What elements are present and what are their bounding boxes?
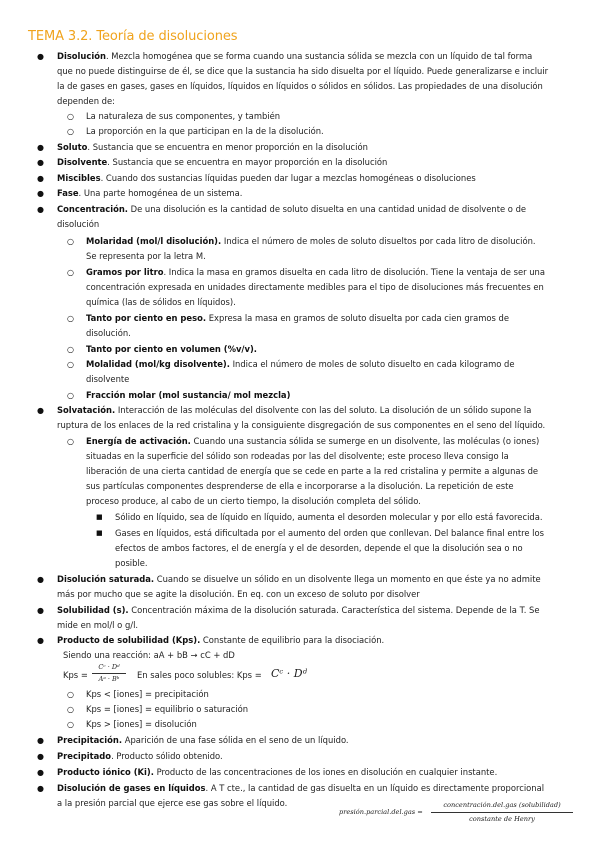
fraction-bar bbox=[431, 812, 573, 813]
text-line: efectos de ambos factores, el de energía y el de desorden, depende el que la disolución sea o no bbox=[115, 543, 523, 553]
paragraph-fase: Fase. Una parte homogénea de un sistema. bbox=[57, 188, 243, 198]
text-line: sus partículas componentes desprenderse de ella e incorporarse a la disolución. La repetición de este bbox=[86, 481, 514, 491]
text-line: que no puede distinguirse de él, se dice que la sustancia ha sido disuelta por el líquido. Puede generalizarse e incluir bbox=[57, 66, 549, 76]
paragraph-kps: Producto de solubilidad (Kps). Constante de equilibrio para la disociación. bbox=[57, 635, 385, 645]
text-line: dependen de: bbox=[57, 96, 115, 106]
bullet-gases: ● bbox=[37, 784, 44, 793]
paragraph-saturada: Disolución saturada. Cuando se disuelve un sólido en un disolvente llega un momento en que éste ya no admite bbox=[57, 574, 541, 584]
text-line: la de gases en gases, gases en líquidos, líquidos en líquidos o sólidos en sólidos. Las propiedades de una disolución bbox=[57, 81, 543, 91]
text-line: concentración expresada en unidades directamente medibles para el tipo de disoluciones más frecuentes en bbox=[86, 282, 544, 292]
item-tanto-peso: Tanto por ciento en peso. Expresa la masa en gramos de soluto disuelta por cada cien gramos de bbox=[86, 313, 510, 323]
text-line: situadas en la superficie del sólido son rodeadas por las del disolvente; este proceso lleva consigo la bbox=[86, 451, 509, 461]
sub-bullet: ○ bbox=[67, 268, 74, 277]
paragraph-solubilidad: Solubilidad (s). Concentración máxima de la disolución saturada. Característica del sistema. Depende de la T. Se bbox=[57, 605, 540, 615]
bullet-solubilidad: ● bbox=[37, 606, 44, 615]
term-disolucion: Disolución bbox=[57, 51, 106, 61]
bullet-concentracion: ● bbox=[37, 205, 44, 214]
text-line: más por mucho que se agite la disolución. En eq. con un exceso de soluto por disolver bbox=[57, 589, 420, 599]
bullet-miscibles: ● bbox=[37, 174, 44, 183]
paragraph-precipitacion: Precipitación. Aparición de una fase sólida en el seno de un líquido. bbox=[57, 735, 349, 745]
text-line: a la presión parcial que ejerce ese gas sobre el líquido. bbox=[57, 798, 288, 808]
bullet-disolucion: ● bbox=[37, 52, 44, 61]
paragraph-disolvente: Disolvente. Sustancia que se encuentra en mayor proporción en la disolución bbox=[57, 157, 388, 167]
square-bullet: ■ bbox=[96, 529, 103, 537]
kps-denominator: Aᵃ · Bᵇ bbox=[98, 675, 120, 683]
bullet-soluto: ● bbox=[37, 143, 44, 152]
paragraph-gases: Disolución de gases en líquidos. A T cte., la cantidad de gas disuelta en un líquido es directamente proporcional bbox=[57, 783, 545, 793]
fraction-bar bbox=[92, 673, 126, 674]
text-line: disolución. bbox=[86, 328, 131, 338]
sub-bullet: ○ bbox=[67, 705, 74, 714]
list-item: Kps = [iones] = equilibrio o saturación bbox=[86, 704, 249, 714]
text-line: disolvente bbox=[86, 374, 130, 384]
item-tanto-volumen: Tanto por ciento en volumen (%v/v). bbox=[86, 344, 257, 354]
sub-bullet: ○ bbox=[67, 127, 74, 136]
text-line: proceso produce, al cabo de un cierto tiempo, la disolución completa del sólido. bbox=[86, 496, 421, 506]
text-line: ruptura de los enlaces de la red cristalina y la consiguiente disgregación de sus componentes en el seno del líquido. bbox=[57, 420, 546, 430]
text-line: Se representa por la letra M. bbox=[86, 251, 206, 261]
sales-poco-solubles: En sales poco solubles: Kps = bbox=[137, 670, 262, 680]
paragraph-concentracion: Concentración. De una disolución es la cantidad de soluto disuelta en una cantidad unidad de disolvente o de bbox=[57, 204, 527, 214]
text-line: liberación de una cierta cantidad de energía que se cede en parte a la red cristalina y permite a algunas de bbox=[86, 466, 539, 476]
list-item: La proporción en la que participan en la de la disolución. bbox=[86, 126, 324, 136]
text-line: química (las de sólidos en líquidos). bbox=[86, 297, 236, 307]
item-gramos-litro: Gramos por litro. Indica la masa en gramos disuelta en cada litro de disolución. Tiene la ventaja de ser una bbox=[86, 267, 545, 277]
paragraph-precipitado: Precipitado. Producto sólido obtenido. bbox=[57, 751, 223, 761]
henry-denominator: constante de Henry bbox=[469, 815, 535, 823]
item-molaridad: Molaridad (mol/l disolución). Indica el número de moles de soluto disueltos por cada litro de disolución. bbox=[86, 236, 536, 246]
bullet-ionico: ● bbox=[37, 768, 44, 777]
item-energia-activacion: Energía de activación. Cuando una sustancia sólida se sumerge en un disolvente, las moléculas (o iones) bbox=[86, 436, 540, 446]
text-line: disolución bbox=[57, 219, 100, 229]
sub-bullet: ○ bbox=[67, 720, 74, 729]
item-fraccion-molar: Fracción molar (mol sustancia/ mol mezcla) bbox=[86, 390, 291, 400]
paragraph-ionico: Producto iónico (Ki). Producto de las concentraciones de los iones en disolución en cualquier instante. bbox=[57, 767, 498, 777]
kps-label: Kps = bbox=[63, 670, 88, 680]
henry-numerator: concentración.del.gas (solubilidad) bbox=[443, 801, 561, 809]
list-item: La naturaleza de sus componentes, y también bbox=[86, 111, 281, 121]
bullet-solvatacion: ● bbox=[37, 406, 44, 415]
list-item: Kps < [iones] = precipitación bbox=[86, 689, 209, 699]
henry-lhs: presión.parcial.del.gas = bbox=[339, 808, 423, 816]
paragraph-soluto: Soluto. Sustancia que se encuentra en menor proporción en la disolución bbox=[57, 142, 368, 152]
sub-bullet: ○ bbox=[67, 391, 74, 400]
reaction-text: Siendo una reacción: aA + bB → cC + dD bbox=[63, 650, 235, 660]
list-item: Sólido en líquido, sea de líquido en líquido, aumenta el desorden molecular y por ello está favorecida. bbox=[115, 512, 543, 522]
text-line: posible. bbox=[115, 558, 148, 568]
sub-bullet: ○ bbox=[67, 437, 74, 446]
text-line: mide en mol/l o g/l. bbox=[57, 620, 139, 630]
sub-bullet: ○ bbox=[67, 112, 74, 121]
bullet-kps: ● bbox=[37, 636, 44, 645]
item-molalidad: Molalidad (mol/kg disolvente). Indica el número de moles de soluto disuelto en cada kilogramo de bbox=[86, 359, 515, 369]
paragraph-solvatacion: Solvatación. Interacción de las moléculas del disolvente con las del soluto. La disolución de un sólido supone la bbox=[57, 405, 532, 415]
page-title: TEMA 3.2. Teoría de disoluciones bbox=[28, 29, 238, 44]
kps-formula: Cᶜ · Dᵈ bbox=[271, 667, 308, 680]
kps-numerator: Cᶜ · Dᵈ bbox=[98, 663, 120, 671]
sub-bullet: ○ bbox=[67, 690, 74, 699]
sub-bullet: ○ bbox=[67, 314, 74, 323]
bullet-precipitacion: ● bbox=[37, 736, 44, 745]
list-item: Kps > [iones] = disolución bbox=[86, 719, 197, 729]
bullet-precipitado: ● bbox=[37, 752, 44, 761]
bullet-disolvente: ● bbox=[37, 158, 44, 167]
sub-bullet: ○ bbox=[67, 345, 74, 354]
list-item: Gases en líquidos, está dificultada por el aumento del orden que conllevan. Del balance final entre los bbox=[115, 528, 544, 538]
sub-bullet: ○ bbox=[67, 360, 74, 369]
paragraph-miscibles: Miscibles. Cuando dos sustancias líquidas pueden dar lugar a mezclas homogéneas o disoluciones bbox=[57, 173, 476, 183]
paragraph-disolucion: Disolución. Mezcla homogénea que se forma cuando una sustancia sólida se mezcla con un líquido de tal forma bbox=[57, 51, 533, 61]
bullet-saturada: ● bbox=[37, 575, 44, 584]
sub-bullet: ○ bbox=[67, 237, 74, 246]
square-bullet: ■ bbox=[96, 513, 103, 521]
bullet-fase: ● bbox=[37, 189, 44, 198]
